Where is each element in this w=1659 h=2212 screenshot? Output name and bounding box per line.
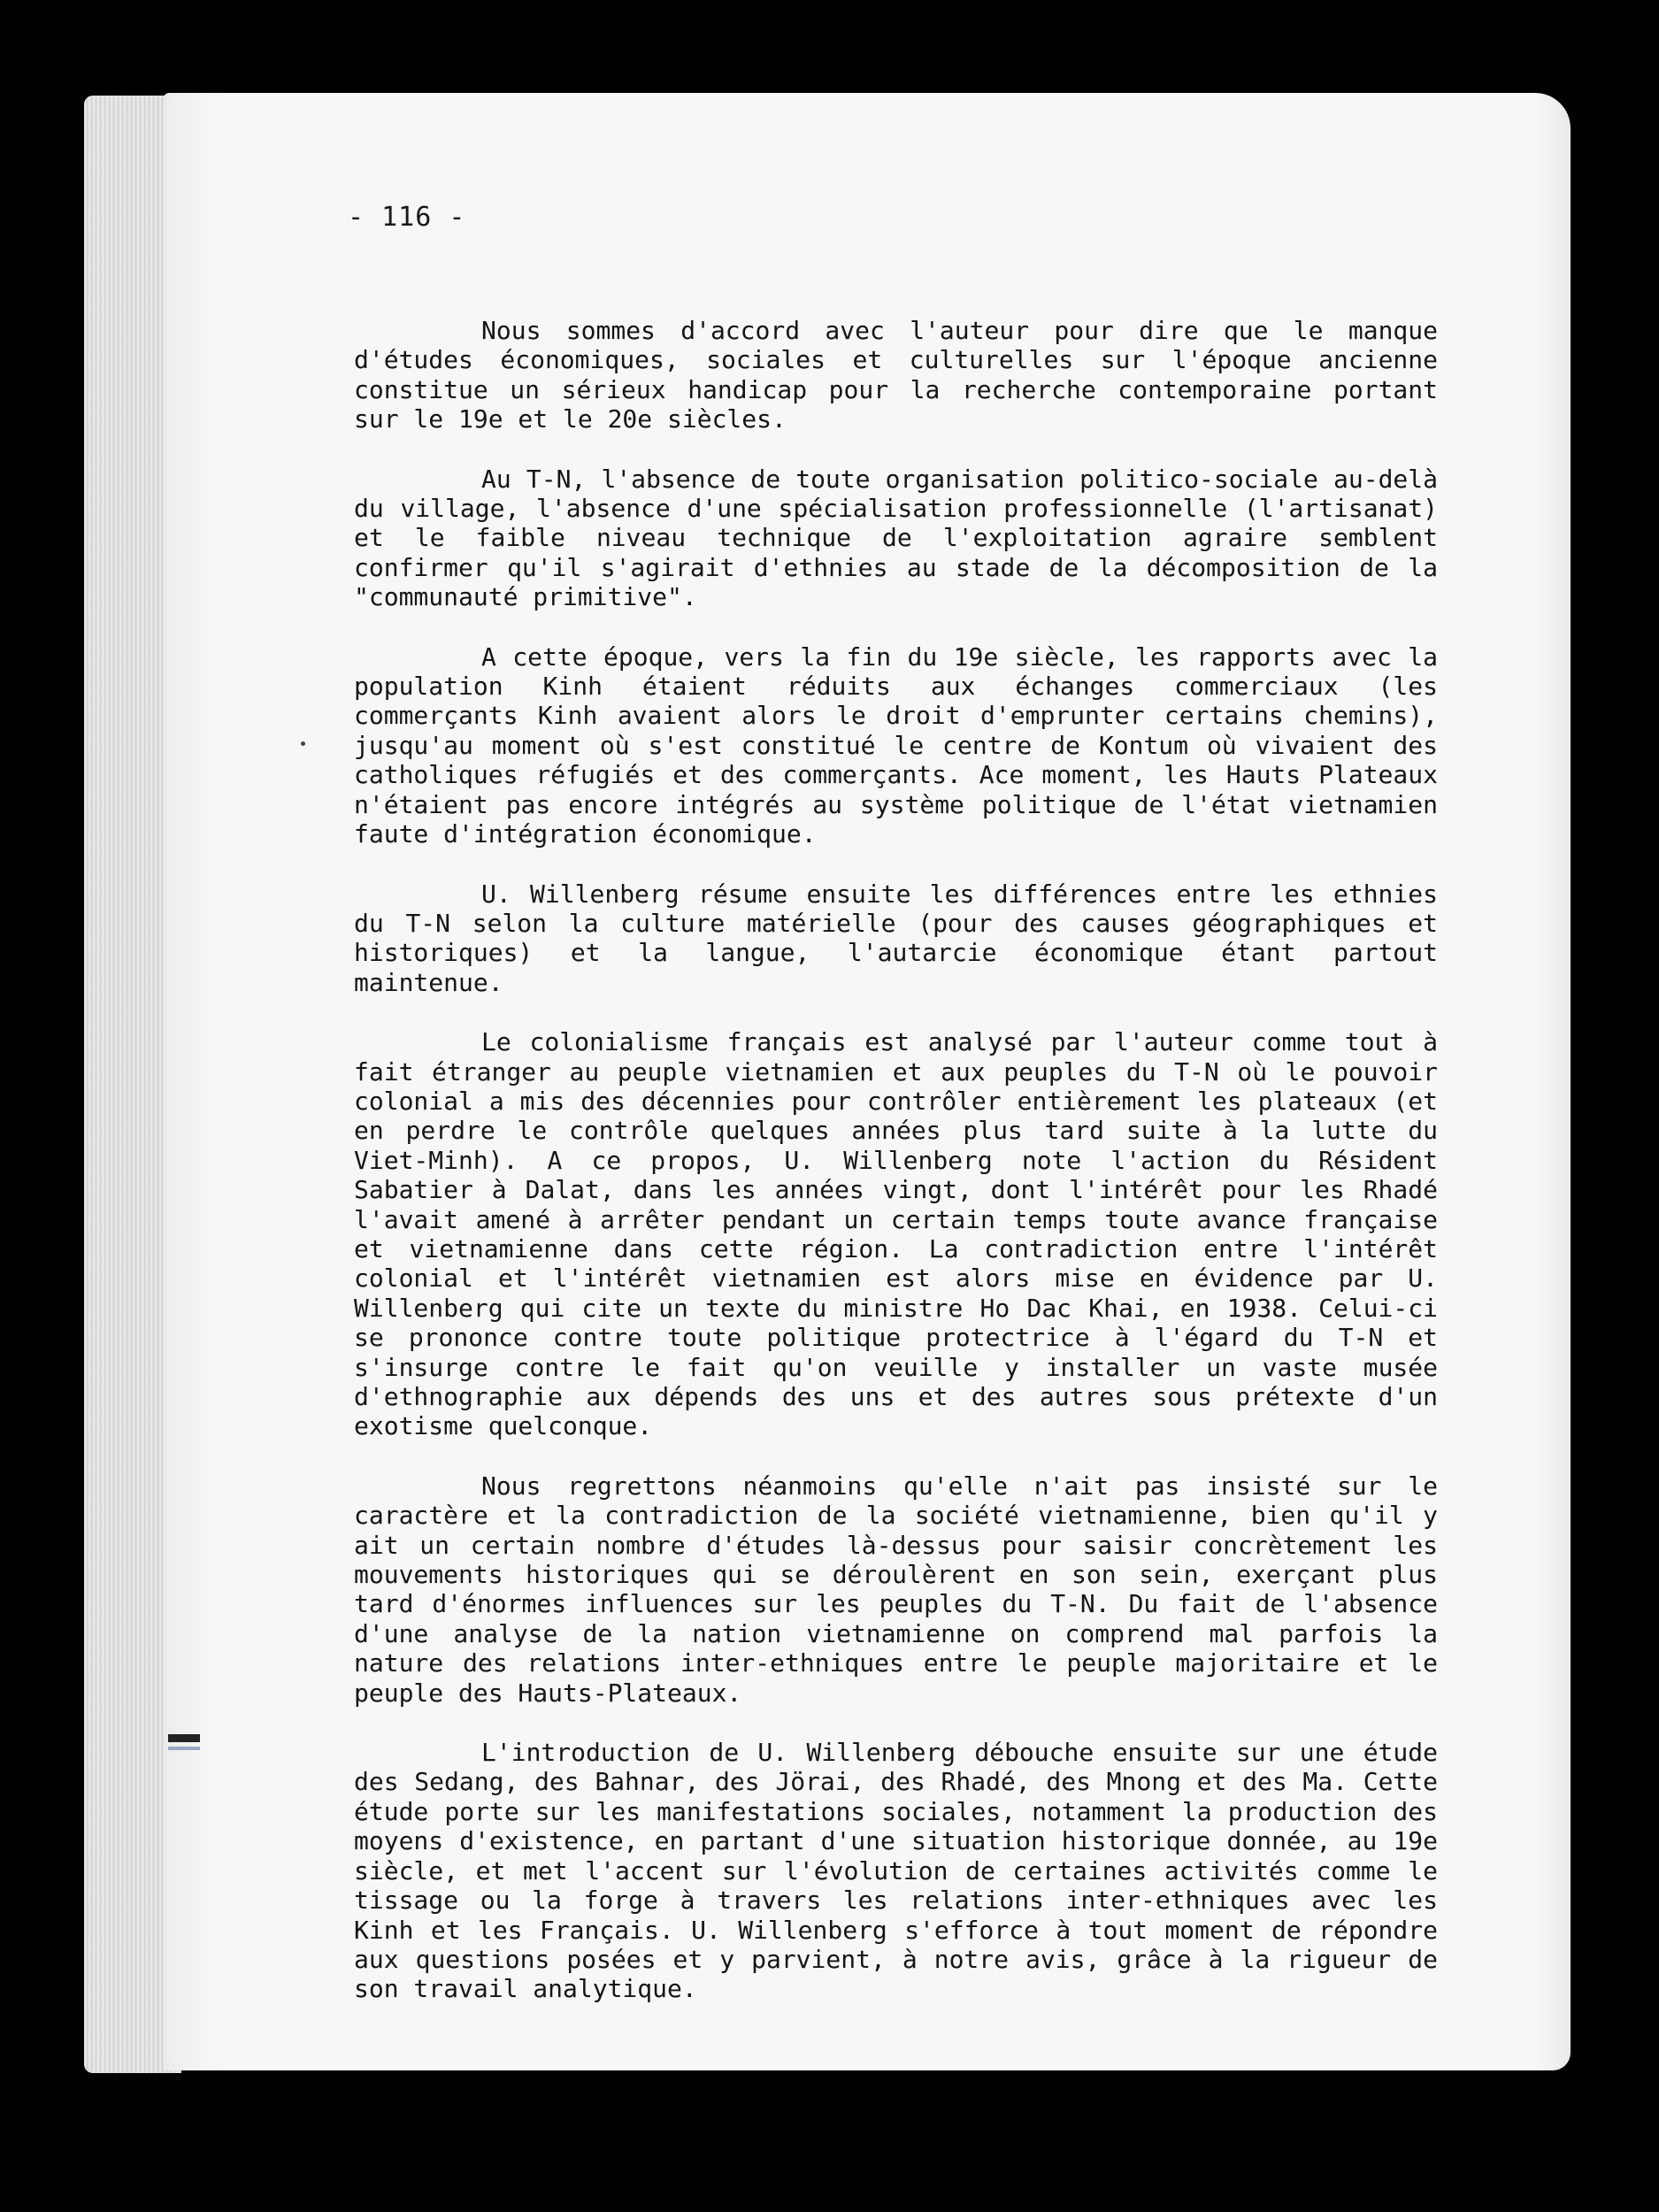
margin-tab-marker	[168, 1734, 202, 1754]
page-number: - 116 -	[348, 202, 466, 233]
paragraph: A cette époque, vers la fin du 19e siècle, les rapports avec la population Kinh étaient réduits aux échanges commerciaux (les commerçants Kinh avaient alors le droit d'emprunter certains chemins), jusqu'au moment où s'est constitué le centre de Kontum où vivaient des catholiques réfugiés et des commerçants. Ace moment, les Hauts Plateaux n'étaient pas encore intégrés au système politique de l'état vietnamien faute d'intégration économique.	[354, 641, 1438, 849]
paragraph: L'introduction de U. Willenberg débouche ensuite sur une étude des Sedang, des Bahnar, des Jörai, des Rhadé, des Mnong et des Ma. Cette étude porte sur les manifestations sociales, notamment la production des moyens d'existence, en partant d'une situation historique donnée, au 19e siècle, et met l'accent sur l'évolution de certaines activités comme le tissage ou la forge à travers les relations inter-ethniques avec les Kinh et les Français. U. Willenberg s'efforce à tout moment de répondre aux questions posées et y parvient, à notre avis, grâce à la rigueur de son travail analytique.	[354, 1738, 1438, 2004]
page-gutter-shadow	[1535, 93, 1571, 2070]
paragraph: Au T-N, l'absence de toute organisation politico-sociale au-delà du village, l'absence d'une spécialisation professionnelle (l'artisanat) et le faible niveau technique de l'exploitation agraire semblent confirmer qu'il s'agirait d'ethnies au stade de la décomposition de la "communauté primitive".	[354, 464, 1438, 612]
margin-dot	[301, 741, 305, 746]
page-body	[354, 316, 1438, 2034]
tab-marker-block	[168, 1734, 200, 1742]
paragraph: Le colonialisme français est analysé par l'auteur comme tout à fait étranger au peuple vietnamien et aux peuples du T-N où le pouvoir colonial a mis des décennies pour contrôler entièrement les plateaux (et en perdre le contrôle quelques années plus tard suite à la lutte du Viet-Minh). A ce propos, U. Willenberg note l'action du Résident Sabatier à Dalat, dans les années vingt, dont l'intérêt pour les Rhadé l'avait amené à arrêter pendant un certain temps toute avance française et vietnamienne dans cette région. La contradiction entre l'intérêt colonial et l'intérêt vietnamien est alors mise en évidence par U. Willenberg qui cite un texte du ministre Ho Dac Khai, en 1938. Celui-ci se prononce contre toute politique protectrice à l'égard du T-N et s'insurge contre le fait qu'on veuille y installer un vaste musée d'ethnographie aux dépends des uns et des autres sous prétexte d'un exotisme quelconque.	[354, 1027, 1438, 1441]
paragraph: U. Willenberg résume ensuite les différences entre les ethnies du T-N selon la culture matérielle (pour des causes géographiques et historiques) et la langue, l'autarcie économique étant partout maintenue.	[354, 879, 1438, 997]
paragraph: Nous sommes d'accord avec l'auteur pour dire que le manque d'études économiques, sociales et culturelles sur l'époque ancienne constitue un sérieux handicap pour la recherche contemporaine portant sur le 19e et le 20e siècles.	[354, 316, 1438, 434]
tab-marker-line	[168, 1747, 200, 1750]
paragraph: Nous regrettons néanmoins qu'elle n'ait pas insisté sur le caractère et la contradiction de la société vietnamienne, bien qu'il y ait un certain nombre d'études là-dessus pour saisir concrètement les mouvements historiques qui se déroulèrent en son sein, exerçant plus tard d'énormes influences sur les peuples du T-N. Du fait de l'absence d'une analyse de la nation vietnamienne on comprend mal parfois la nature des relations inter-ethniques entre le peuple majoritaire et le peuple des Hauts-Plateaux.	[354, 1471, 1438, 1708]
